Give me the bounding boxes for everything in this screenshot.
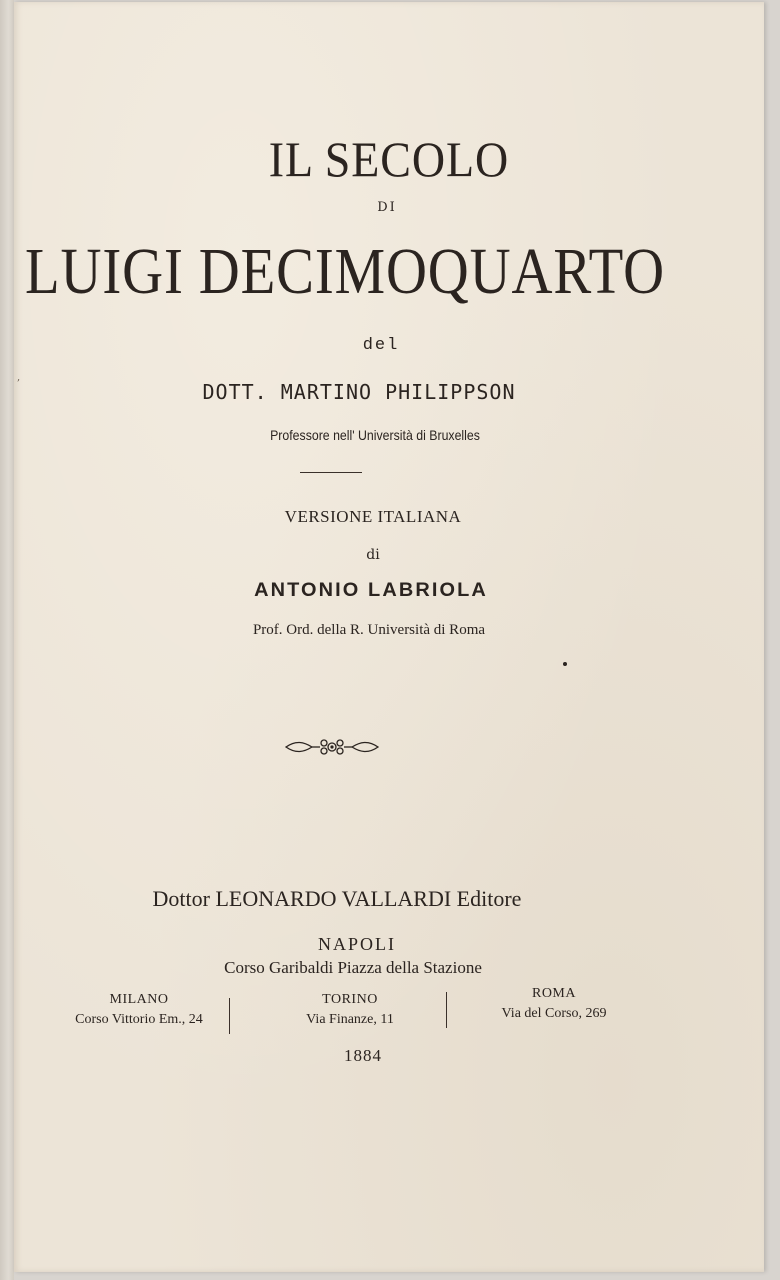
publisher-main-address: Corso Garibaldi Piazza della Stazione	[224, 958, 482, 977]
branch-city: ROMA	[531, 986, 576, 1001]
title-di: DI	[377, 200, 397, 215]
author-affiliation: Professore nell' Università di Bruxelles	[270, 427, 480, 443]
ink-speck	[563, 662, 567, 666]
title-line-2: LUIGI DECIMOQUARTO	[24, 235, 666, 308]
publisher-name: Dottor LEONARDO VALLARDI Editore	[152, 886, 522, 911]
floral-ornament-icon	[282, 734, 382, 760]
divider-rule	[300, 472, 362, 473]
branch-torino	[270, 992, 430, 1028]
translation-label: VERSIONE ITALIANA	[284, 507, 462, 526]
branch-address: Via Finanze, 11	[306, 1012, 394, 1027]
translation-di: di	[366, 547, 380, 563]
branch-separator	[229, 998, 230, 1034]
edge-mark: ,	[17, 372, 21, 383]
branch-milano	[44, 992, 234, 1028]
author-del: del	[362, 336, 400, 355]
branch-city: MILANO	[109, 992, 169, 1007]
translator-name: ANTONIO LABRIOLA	[254, 580, 488, 601]
title-line-1: IL SECOLO	[268, 131, 510, 187]
branch-separator	[446, 992, 447, 1028]
author-name: DOTT. MARTINO PHILIPPSON	[202, 380, 516, 404]
publisher-main-city: NAPOLI	[318, 934, 396, 954]
book-spine	[0, 0, 14, 1280]
translator-affiliation: Prof. Ord. della R. Università di Roma	[252, 622, 486, 638]
title-page	[14, 2, 764, 1272]
branch-address: Via del Corso, 269	[501, 1006, 607, 1021]
branch-roma	[474, 986, 634, 1022]
publication-year: 1884	[344, 1046, 382, 1065]
branch-city: TORINO	[322, 992, 378, 1007]
branch-address: Corso Vittorio Em., 24	[75, 1012, 203, 1027]
